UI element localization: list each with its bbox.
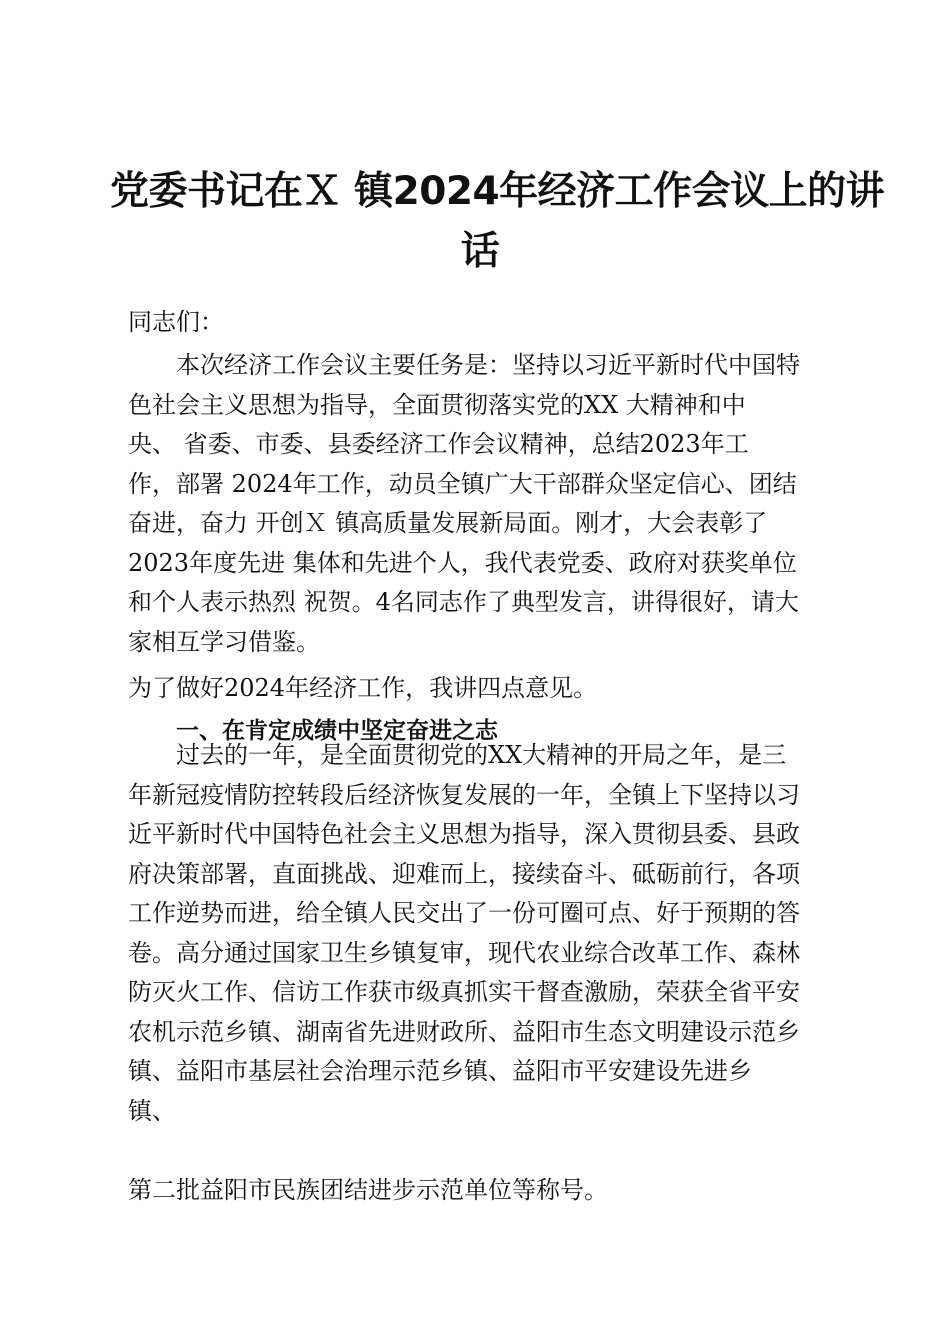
paragraph-line: 色社会主义思想为指导，全面贯彻落实党的XX 大精神和中 bbox=[128, 390, 746, 419]
paragraph-line: 镇、益阳市基层社会治理示范乡镇、益阳市平安建设先进乡 bbox=[128, 1057, 752, 1085]
paragraph-line: 2023年度先进 集体和先进个人，我代表党委、政府对获奖单位 bbox=[128, 548, 797, 577]
paragraph-line: 卷。高分通过国家卫生乡镇复审，现代农业综合改革工作、森林 bbox=[128, 938, 800, 967]
paragraph-line: 农机示范乡镇、湖南省先进财政所、益阳市生态文明建设示范乡 bbox=[128, 1017, 800, 1046]
title-line-1: 党委书记在Ｘ 镇2024年经济工作会议上的讲 bbox=[110, 169, 885, 214]
paragraph-line: 年新冠疫情防控转段后经济恢复发展的一年，全镇上下坚持以习 bbox=[128, 780, 800, 809]
paragraph-line: 近平新时代中国特色社会主义思想为指导，深入贯彻县委、县政 bbox=[128, 820, 800, 848]
paragraph-line: 和个人表示热烈 祝贺。4名同志作了典型发言，讲得很好，请大 bbox=[128, 588, 799, 616]
paragraph-line: 镇、 bbox=[128, 1096, 176, 1125]
paragraph-line: 防灭火工作、信访工作获市级真抓实干督查激励，荣获全省平安 bbox=[128, 978, 800, 1006]
document-title bbox=[110, 162, 885, 282]
paragraph-line: 过去的一年，是全面贯彻党的XX大精神的开局之年，是三 bbox=[176, 741, 787, 769]
title-line-2: 话 bbox=[460, 229, 500, 274]
paragraph-line: 家相互学习借鉴。 bbox=[128, 627, 320, 656]
paragraph-line: 府决策部署，直面挑战、迎难而上，接续奋斗、砥砺前行，各项 bbox=[128, 859, 800, 888]
paragraph-line: 奋进，奋力 开创Ｘ 镇高质量发展新局面。刚才，大会表彰了 bbox=[128, 509, 768, 537]
paragraph-line: 央、 省委、市委、县委经济工作会议精神，总结2023年工 bbox=[128, 430, 749, 458]
paragraph-line: 工作逆势而进，给全镇人民交出了一份可圈可点、好于预期的答 bbox=[128, 899, 800, 927]
salutation: 同志们： bbox=[128, 308, 224, 336]
paragraph-four-points: 为了做好2024年经济工作，我讲四点意见。 bbox=[128, 674, 598, 702]
paragraph-line: 作，部署 2024年工作，动员全镇广大干部群众坚定信心、团结 bbox=[128, 469, 797, 498]
paragraph-achievements bbox=[128, 736, 833, 1131]
paragraph-honors-tail: 第二批益阳市民族团结进步示范单位等称号。 bbox=[128, 1176, 608, 1204]
paragraph-line: 本次经济工作会议主要任务是：坚持以习近平新时代中国特 bbox=[176, 351, 800, 379]
section-heading-1: 一、在肯定成绩中坚定奋进之志 bbox=[176, 718, 498, 744]
paragraph-intro bbox=[128, 346, 833, 662]
